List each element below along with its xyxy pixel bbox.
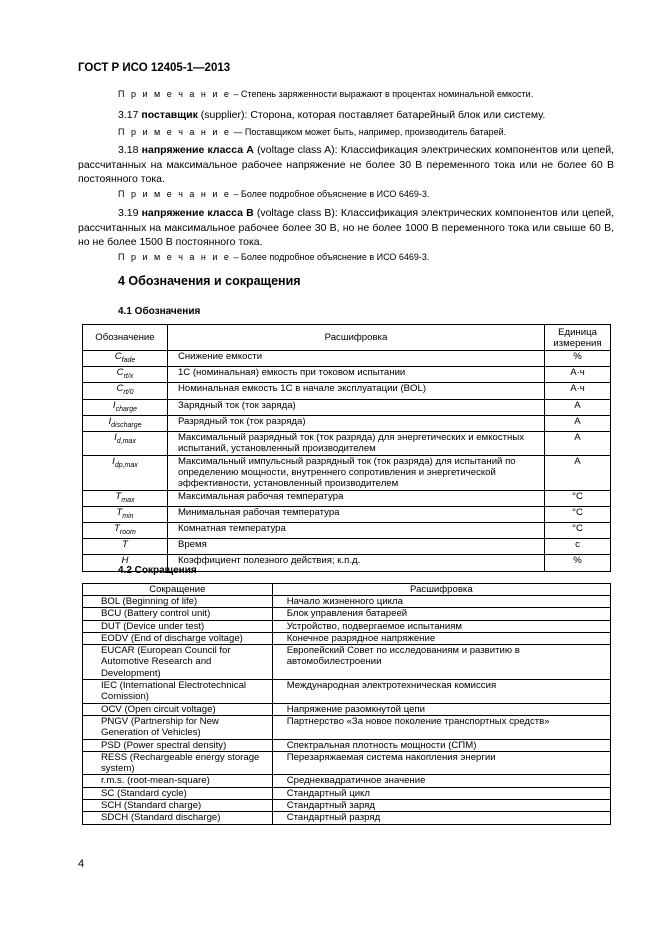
description-cell: Партнерство «За новое поколение транспортных средств» <box>272 715 610 739</box>
table-row <box>83 703 611 715</box>
table-row <box>83 455 611 490</box>
description-cell: Время <box>167 539 544 555</box>
table-row <box>83 632 611 644</box>
note-label: П р и м е ч а н и е <box>118 189 231 199</box>
section-title: 4 Обозначения и сокращения <box>118 274 301 288</box>
abbreviation-cell: SCH (Standard charge) <box>83 800 273 812</box>
table-row <box>83 506 611 522</box>
abbreviation-cell: PNGV (Partnership for New Generation of Vehicles) <box>83 715 273 739</box>
symbol-cell <box>83 455 168 490</box>
description-cell: Международная электротехническая комиссия <box>272 680 610 704</box>
description-cell: Перезаряжаемая система накопления энергии <box>272 751 610 775</box>
subsection-symbols-title: 4.1 Обозначения <box>118 306 201 317</box>
term-definition: (voltage class B): Классификация электрических компонентов или цепей, рассчитанных на максимальное рабочее более 30 В, но не более 1000 В переменного тока или свыше 60 В, но не более 1500 В постоянного тока. <box>78 207 614 248</box>
column-header: Расшифровка <box>272 584 610 596</box>
symbol-subscript: rt/0 <box>123 389 134 397</box>
term-title: напряжение класса В <box>141 207 254 219</box>
abbreviation-cell: EUCAR (European Council for Automotive Research and Development) <box>83 645 273 680</box>
table-row <box>83 751 611 775</box>
table-row <box>83 522 611 538</box>
page-number: 4 <box>78 858 85 870</box>
symbol-base: C <box>116 367 124 379</box>
unit-cell: А <box>545 455 611 490</box>
abbreviation-cell: EODV (End of discharge voltage) <box>83 632 273 644</box>
description-cell: Коэффициент полезного действия; к.п.д. <box>167 555 544 571</box>
abbreviation-cell: RESS (Rechargeable energy storage system) <box>83 751 273 775</box>
description-cell: Зарядный ток (ток заряда) <box>167 399 544 415</box>
description-cell: Номинальная емкость 1С в начале эксплуатации (BOL) <box>167 383 544 399</box>
unit-cell: °C <box>545 522 611 538</box>
symbols-table <box>82 324 611 572</box>
description-cell: Конечное разрядное напряжение <box>272 632 610 644</box>
symbol-base: C <box>116 383 124 395</box>
symbol-subscript: dp,max <box>114 461 138 469</box>
description-cell: Среднеквадратичное значение <box>272 775 610 787</box>
table-row <box>83 787 611 799</box>
table-header-row <box>83 325 611 351</box>
table-row <box>83 415 611 431</box>
abbreviation-cell: DUT (Device under test) <box>83 620 273 632</box>
symbol-cell <box>83 490 168 506</box>
symbol-subscript: room <box>119 528 136 536</box>
unit-cell: А <box>545 399 611 415</box>
note-4 <box>118 252 429 262</box>
term-number: 3.18 <box>118 144 139 156</box>
description-cell: Напряжение разомкнутой цепи <box>272 703 610 715</box>
symbol-base: H <box>121 555 129 567</box>
description-cell: Максимальный разрядный ток (ток разряда) для энергетических и емкостных испытаний, установленный производителем <box>167 432 544 456</box>
unit-cell: А·ч <box>545 367 611 383</box>
term-3-19 <box>78 206 614 250</box>
unit-cell: % <box>545 351 611 367</box>
abbreviation-cell: SC (Standard cycle) <box>83 787 273 799</box>
table-row <box>83 620 611 632</box>
unit-cell: % <box>545 555 611 571</box>
table-row <box>83 490 611 506</box>
symbol-subscript: rt/x <box>123 373 134 381</box>
unit-cell: А·ч <box>545 383 611 399</box>
symbol-cell <box>83 351 168 367</box>
term-title: напряжение класса А <box>141 144 254 156</box>
description-cell: Снижение емкости <box>167 351 544 367</box>
table-row <box>83 596 611 608</box>
symbol-base: T <box>115 490 122 502</box>
symbol-base: I <box>114 432 117 444</box>
symbol-cell <box>83 415 168 431</box>
column-header: Обозначение <box>83 325 168 351</box>
note-label: П р и м е ч а н и е <box>118 89 231 99</box>
symbol-subscript: discharge <box>111 421 142 429</box>
symbol-cell <box>83 539 168 555</box>
symbol-subscript: charge <box>115 405 137 413</box>
symbol-cell <box>83 522 168 538</box>
table-row <box>83 800 611 812</box>
table-row <box>83 367 611 383</box>
unit-cell: с <box>545 539 611 555</box>
document-header: ГОСТ Р ИСО 12405-1—2013 <box>78 62 231 74</box>
note-label: П р и м е ч а н и е <box>118 127 231 137</box>
symbol-subscript: max <box>121 496 135 504</box>
abbreviation-cell: OCV (Open circuit voltage) <box>83 703 273 715</box>
symbol-base: T <box>114 522 120 534</box>
abbreviation-cell: PSD (Power spectral density) <box>83 739 273 751</box>
unit-cell: °C <box>545 490 611 506</box>
description-cell: Максимальная рабочая температура <box>167 490 544 506</box>
abbreviations-table <box>82 583 611 825</box>
symbol-subscript: d,max <box>116 437 136 445</box>
table-row <box>83 645 611 680</box>
symbol-cell <box>83 399 168 415</box>
symbol-cell <box>83 367 168 383</box>
symbol-base: T <box>122 539 128 551</box>
table-row <box>83 739 611 751</box>
description-cell: Европейский Совет по исследованиям и развитию в автомобилестроении <box>272 645 610 680</box>
term-number: 3.19 <box>118 207 139 219</box>
symbol-base: I <box>112 455 115 467</box>
note-2 <box>118 127 506 137</box>
symbol-base: I <box>112 399 116 411</box>
unit-cell: °C <box>545 506 611 522</box>
symbol-subscript: fade <box>121 356 136 364</box>
description-cell: Спектральная плотность мощности (СПМ) <box>272 739 610 751</box>
column-header: Сокращение <box>83 584 273 596</box>
unit-cell: А <box>545 432 611 456</box>
symbol-subscript: min <box>122 512 134 520</box>
description-cell: Максимальный импульсный разрядный ток (ток разряда) для испытаний по определению мощности, внутреннего сопротивления и энергетической эффективности, установленный производителем <box>167 455 544 490</box>
symbol-cell <box>83 432 168 456</box>
table-row <box>83 775 611 787</box>
abbreviation-cell: IEC (International Electrotechnical Comission) <box>83 680 273 704</box>
description-cell: 1С (номинальная) емкость при токовом испытании <box>167 367 544 383</box>
symbol-base: T <box>116 506 123 518</box>
description-cell: Разрядный ток (ток разряда) <box>167 415 544 431</box>
unit-cell: А <box>545 415 611 431</box>
note-text: — Поставщиком может быть, например, производитель батарей. <box>233 127 507 137</box>
term-title: поставщик <box>141 109 198 121</box>
description-cell: Блок управления батареей <box>272 608 610 620</box>
description-cell: Начало жизненного цикла <box>272 596 610 608</box>
table-row <box>83 399 611 415</box>
abbreviation-cell: r.m.s. (root-mean-square) <box>83 775 273 787</box>
term-number: 3.17 <box>118 109 139 121</box>
term-3-17 <box>78 108 614 123</box>
description-cell: Стандартный заряд <box>272 800 610 812</box>
table-row <box>83 715 611 739</box>
symbol-base: I <box>108 415 112 427</box>
description-cell: Комнатная температура <box>167 522 544 538</box>
description-cell: Устройство, подвергаемое испытаниям <box>272 620 610 632</box>
note-1 <box>118 89 533 99</box>
abbreviation-cell: BOL (Beginning of life) <box>83 596 273 608</box>
table-row <box>83 539 611 555</box>
symbol-cell <box>83 383 168 399</box>
abbreviation-cell: BCU (Battery control unit) <box>83 608 273 620</box>
note-text: – Более подробное объяснение в ИСО 6469-3. <box>233 189 430 199</box>
table-row <box>83 383 611 399</box>
description-cell: Стандартный разряд <box>272 812 610 824</box>
note-text: – Степень заряженности выражают в процентах номинальной емкости. <box>233 89 534 99</box>
term-definition: (voltage class A): Классификация электрических компонентов или цепей, рассчитанных на максимальное рабочее напряжение не более 30 В переменного тока или не более 60 В постоянного тока. <box>78 144 615 185</box>
table-header-row <box>83 584 611 596</box>
note-label: П р и м е ч а н и е <box>118 252 231 262</box>
symbol-cell <box>83 506 168 522</box>
description-cell: Стандартный цикл <box>272 787 610 799</box>
term-3-18 <box>78 143 614 187</box>
abbreviation-cell: SDCH (Standard discharge) <box>83 812 273 824</box>
note-3 <box>118 189 429 199</box>
note-text: – Более подробное объяснение в ИСО 6469-3. <box>233 252 430 262</box>
column-header: Единица измерения <box>545 325 611 351</box>
description-cell: Минимальная рабочая температура <box>167 506 544 522</box>
subsection-abbreviations-title: 4.2 Сокращения <box>118 565 197 576</box>
table-row <box>83 680 611 704</box>
symbol-base: C <box>114 351 122 362</box>
table-row <box>83 812 611 824</box>
table-row <box>83 608 611 620</box>
term-definition: (supplier): Сторона, которая поставляет батарейный блок или систему. <box>200 109 546 121</box>
table-row <box>83 351 611 367</box>
column-header: Расшифровка <box>167 325 544 351</box>
table-row <box>83 432 611 456</box>
